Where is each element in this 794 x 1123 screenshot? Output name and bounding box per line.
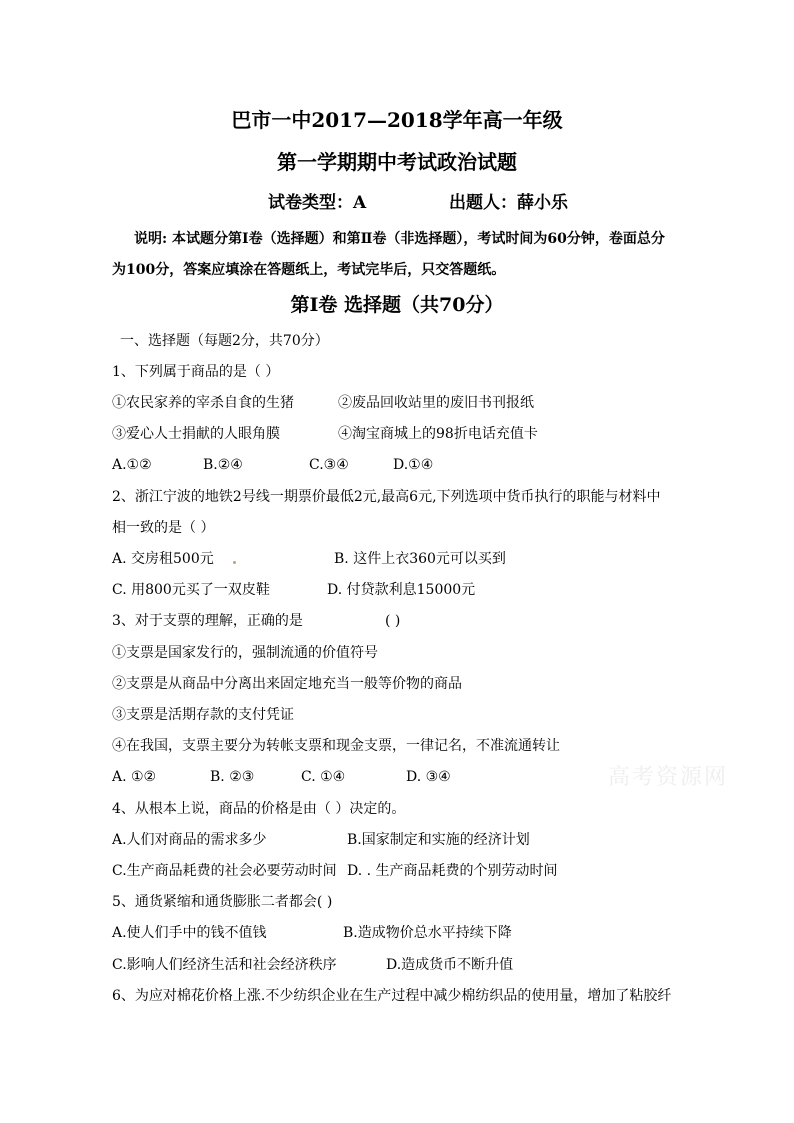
speck [233,561,236,564]
question-3-item: ①支票是国家发行的，强制流通的价值符号 [112,645,378,661]
exam-title: 巴市一中2017—2018学年高一年级 [231,108,563,132]
question-4-option-c: C.生产商品耗费的社会必要劳动时间 [112,863,337,879]
question-1-option-c: C.③④ [309,457,349,473]
question-3-item: ③支票是活期存款的支付凭证 [112,707,294,723]
question-2-option-a: A. 交房租500元 [112,551,214,567]
instructions-line1: 说明: 本试题分第Ⅰ卷（选择题）和第Ⅱ卷（非选择题），考试时间为60分钟，卷面总分 [134,231,665,247]
question-3-item: ②支票是从商品中分离出来固定地充当一般等价物的商品 [112,676,462,692]
question-5-option-b: B.造成物价总水平持续下降 [343,925,512,941]
question-3-option-d: D. ③④ [406,769,451,785]
question-2-option-d: D. 付贷款利息15000元 [327,582,476,598]
question-2-option-b: B. 这件上衣360元可以买到 [334,551,506,567]
question-2-stem-cont: 相一致的是（ ） [112,520,215,536]
author: 出题人：薛小乐 [449,193,568,213]
question-1-item: ④淘宝商城上的98折电话充值卡 [338,426,538,442]
exam-subtitle: 第一学期期中考试政治试题 [277,150,517,174]
question-5-option-a: A.使人们手中的钱不值钱 [112,925,267,941]
question-1-stem: 1、下列属于商品的是（ ） [112,364,280,380]
question-3-option-b: B. ②③ [210,769,255,785]
instructions-line2: 为100分，答案应填涂在答题纸上，考试完毕后，只交答题纸。 [112,262,506,278]
question-3-item: ④在我国，支票主要分为转帐支票和现金支票，一律记名，不准流通转让 [112,738,560,754]
question-1-option-a: A.①② [112,457,152,473]
question-5-stem: 5、通货紧缩和通货膨胀二者都会( ) [112,894,333,910]
question-5-option-d: D.造成货币不断升值 [386,957,514,973]
section-title: 第Ⅰ卷 选择题（共70分） [290,294,504,316]
question-3-stem: 3、对于支票的理解，正确的是 [112,613,303,629]
watermark: 高考资源网 [608,765,729,790]
question-3-option-c: C. ①④ [301,769,346,785]
question-1-item: ①农民家养的宰杀自食的生猪 [112,395,294,411]
question-4-stem: 4、从根本上说，商品的价格是由（ ）决定的。 [112,801,406,817]
section-subtitle: 一、选择题（每题2分，共70分） [120,333,329,349]
question-4-option-b: B.国家制定和实施的经济计划 [347,832,530,848]
question-1-item: ②废品回收站里的废旧书刊报纸 [338,395,534,411]
question-4-option-a: A.人们对商品的需求多少 [112,832,267,848]
question-3-option-a: A. ①② [112,769,157,785]
paper-type: 试卷类型：A [268,193,367,213]
question-3-paren: ( ) [385,613,401,629]
question-1-option-b: B.②④ [203,457,243,473]
question-6-stem: 6、为应对棉花价格上涨.不少纺织企业在生产过程中减少棉纺织品的使用量，增加了粘胶纤 [112,988,672,1004]
question-4-option-d: D. . 生产商品耗费的个别劳动时间 [347,863,558,879]
question-5-option-c: C.影响人们经济生活和社会经济秩序 [112,957,337,973]
question-1-item: ③爱心人士捐献的人眼角膜 [112,426,280,442]
question-2-option-c: C. 用800元买了一双皮鞋 [112,582,270,598]
question-2-stem: 2、浙江宁波的地铁2号线一期票价最低2元,最高6元,下列选项中货币执行的职能与材料中 [112,489,661,505]
question-1-option-d: D.①④ [393,457,434,473]
